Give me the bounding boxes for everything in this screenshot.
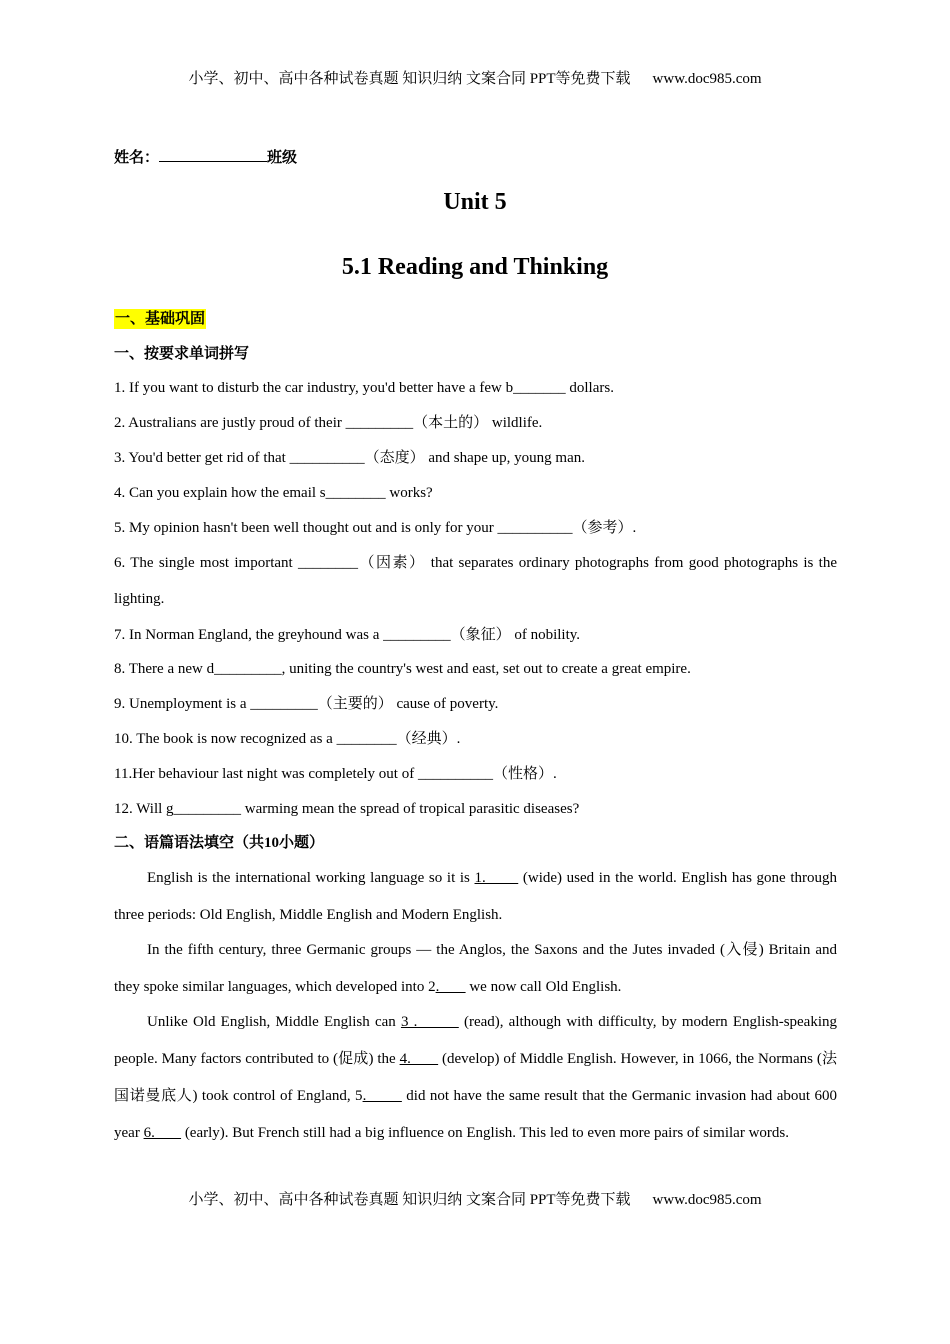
question-item: 11.Her behaviour last night was completely out of __________（性格）.	[114, 766, 557, 782]
answer-blank: 1.	[474, 870, 519, 886]
section2-heading: 二、语篇语法填空（共10小题）	[114, 835, 325, 851]
passage-text: (develop) of Middle English. However, in 1066, the Normans (法国诺曼底人) took control of England, 5	[114, 1051, 837, 1104]
passage-paragraph	[114, 860, 837, 934]
question-item: 4. Can you explain how the email s________ works?	[114, 485, 433, 501]
passage-text: did not have the same result that the Germanic invasion had about 600 year	[114, 1088, 838, 1141]
question-item: 7. In Norman England, the greyhound was a _________（象征） of nobility.	[114, 627, 581, 643]
answer-blank: 3 .	[400, 1014, 459, 1030]
header-text: 小学、初中、高中各种试卷真题 知识归纳 文案合同 PPT等免费下载	[188, 71, 631, 87]
name-label: 姓名：	[114, 150, 160, 166]
question-item: 9. Unemployment is a _________（主要的） cause of poverty.	[114, 696, 499, 712]
question-item: 10. The book is now recognized as a ________（经典）.	[114, 731, 461, 747]
passage-text: English is the international working language so it is	[147, 870, 475, 886]
passage-text: Unlike Old English, Middle English can	[147, 1014, 401, 1030]
section1-heading: 一、按要求单词拼写	[114, 346, 250, 362]
passage-text: In the fifth century, three Germanic groups — the Anglos, the Saxons and the Jutes invaded (入侵) Britain and they spoke similar languages, which developed into 2	[114, 942, 837, 995]
footer-text: 小学、初中、高中各种试卷真题 知识归纳 文案合同 PPT等免费下载	[188, 1192, 631, 1208]
question-item: 3. You'd better get rid of that __________（态度） and shape up, young man.	[114, 450, 585, 466]
question-item: 1. If you want to disturb the car industry, you'd better have a few b_______ dollars.	[114, 380, 614, 396]
page-header	[0, 69, 950, 89]
header-url[interactable]: www.doc985.com	[652, 71, 762, 87]
passage-text: (early). But French still had a big influence on English. This led to even more pairs of similar words.	[181, 1125, 789, 1141]
name-blank	[159, 146, 267, 162]
passage-text: (wide) used in the world. English has gone through three periods: Old English, Middle English and Modern English.	[114, 870, 837, 923]
answer-blank: 4.	[399, 1051, 439, 1067]
footer-url[interactable]: www.doc985.com	[652, 1192, 762, 1208]
name-class-line	[114, 146, 297, 168]
question-item: 5. My opinion hasn't been well thought out and is only for your __________（参考）.	[114, 520, 637, 536]
question-item: 8. There a new d_________, uniting the country's west and east, set out to create a great empire.	[114, 661, 691, 677]
page-footer	[0, 1190, 950, 1210]
question-item: 12. Will g_________ warming mean the spread of tropical parasitic diseases?	[114, 801, 580, 817]
class-label: 班级	[267, 150, 298, 166]
question-item: 6. The single most important ________（因素） that separates ordinary photographs from good photographs is the lighting.	[114, 555, 837, 607]
passage-paragraph	[114, 1004, 837, 1152]
answer-blank: .	[362, 1088, 402, 1104]
lesson-title: 5.1 Reading and Thinking	[341, 254, 609, 280]
answer-blank: .	[435, 979, 466, 995]
question-item: 2. Australians are justly proud of their _________（本土的） wildlife.	[114, 415, 543, 431]
passage-text: (read), although with difficulty, by modern English-speaking people. Many factors contributed to (促成) the	[114, 1014, 838, 1067]
part-heading: 一、基础巩固	[115, 311, 206, 327]
passage-paragraph	[114, 932, 837, 1006]
passage-text: we now call Old English.	[465, 979, 622, 995]
unit-title: Unit 5	[443, 189, 507, 215]
answer-blank: 6.	[143, 1125, 182, 1141]
